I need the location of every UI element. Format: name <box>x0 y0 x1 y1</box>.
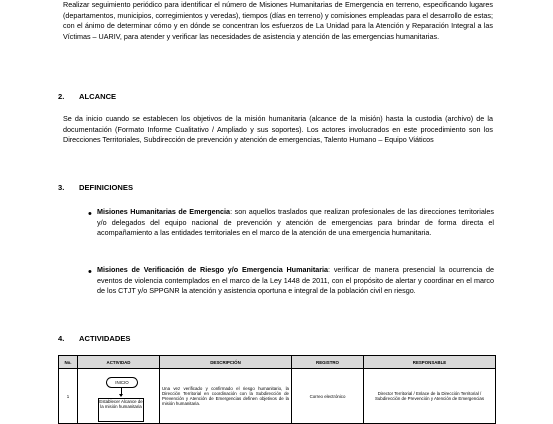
cell-description: Una vez verificado y confirmado el riesgo humanitario, la Dirección Territorial en coordinación con la Subdirección de Prevención y Atención de Emergencias definen objetivos de la misión humanitaria. <box>160 369 292 424</box>
cell-activity-flowchart <box>78 369 160 424</box>
bullet-icon: • <box>88 266 92 278</box>
definition-item <box>97 265 494 297</box>
header-no: No. <box>59 356 78 369</box>
header-description: DESCRIPCIÓN <box>160 356 292 369</box>
section-title: DEFINICIONES <box>79 183 134 192</box>
definition-term: Misiones de Verificación de Riesgo y/o Emergencia Humanitaria <box>97 265 329 274</box>
flow-process-box: Establecer Alcance de la misión humanitaria <box>98 398 144 422</box>
header-responsible: RESPONSABLE <box>364 356 496 369</box>
arrow-down-icon <box>119 394 123 397</box>
flow-start-terminator: INICIO <box>106 377 138 388</box>
activities-table <box>58 355 496 424</box>
definition-text: : son aquellos traslados que realizan profesionales de las direcciones territoriales y/o delegados del equipo nacional de prevención y atención de emergencias para brindar de forma directa el acompañamiento a las entidades territoriales en el marco de la atención de una emergencia humanitaria. <box>97 207 495 238</box>
bullet-icon: • <box>88 208 92 220</box>
section-number: 3. <box>58 183 65 192</box>
header-record: REGISTRO <box>292 356 364 369</box>
objective-paragraph: Realizar seguimiento periódico para identificar el número de Misiones Humanitarias de Emergencia en terreno, especificando lugares (departamentos, municipios, corregimientos y veredas), tiempos (días en terreno) y comisiones empleadas para el desarrollo de estas; con el ánimo de determinar cómo y en dónde se concentran los esfuerzos de La Unidad para la Atención y Reparación Integral a las Víctimas – UARIV, para atender y verificar las necesidades de asistencia y atención de las emergencias humanitarias. <box>63 0 493 41</box>
cell-record: Correo electrónico <box>292 369 364 424</box>
section-title: ALCANCE <box>79 92 117 101</box>
flowchart <box>80 371 157 421</box>
definition-term: Misiones Humanitarias de Emergencia <box>97 207 231 216</box>
cell-responsible: Director Territorial / Enlace de la Dirección Territorial / Subdirección de Prevención y Atención de Emergencias <box>364 369 496 424</box>
section-heading-actividades <box>58 334 130 343</box>
cell-no: 1 <box>59 369 78 424</box>
section-number: 4. <box>58 334 65 343</box>
section-title: ACTIVIDADES <box>79 334 131 343</box>
section-number: 2. <box>58 92 65 101</box>
table-row <box>59 369 496 424</box>
section-heading-definiciones <box>58 183 133 192</box>
definition-text: : verificar de manera presencial la ocurrencia de eventos de violencia contemplados en el marco de la Ley 1448 de 2011, con el propósito de alertar y coordinar en el marco de los CTJT y/o SPPGNR la atención y asistencia oportuna e integral de la población civil en riesgo. <box>97 265 494 296</box>
table-header-row <box>59 356 496 369</box>
alcance-paragraph: Se da inicio cuando se establecen los objetivos de la misión humanitaria (alcance de la misión) hasta la custodia (archivo) de la documentación (Formato Informe Cualitativo / Ampliado y sus soportes). Los actores involucrados en este procedimiento son los Direcciones Territoriales, Subdirección de prevención y atención de emergencias, Talento Humano – Equipo Viáticos <box>63 114 493 145</box>
header-activity: ACTIVIDAD <box>78 356 160 369</box>
definition-item <box>97 207 494 239</box>
section-heading-alcance <box>58 92 116 101</box>
